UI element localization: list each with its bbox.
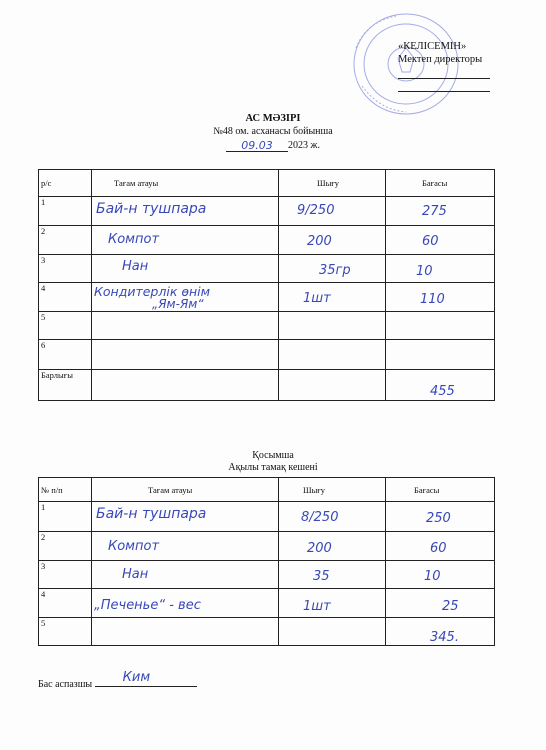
table-row [39,618,495,646]
menu-title: АС МӘЗІРІ [245,113,301,124]
row-number: 1 [39,502,92,532]
table-row [39,532,495,561]
col-header-price: Бағасы [386,478,495,502]
head-cook-signature [38,670,197,690]
row-dish: Нан [122,567,149,582]
approval-block [398,40,490,92]
row-number: 4 [39,589,92,618]
row-dish: Компот [108,232,160,247]
row-dish: Нан [122,259,149,274]
row-number: 3 [39,561,92,589]
menu-subtitle: №48 ом. асханасы бойынша [213,126,333,137]
paid-meal-table [38,477,495,646]
row-price [386,312,495,340]
total-label: Барлығы [39,370,92,401]
row-number: 3 [39,255,92,283]
table-row [39,561,495,589]
row-output: 35 [313,569,330,584]
approval-title: «КЕЛІСЕМІН» [398,41,467,52]
row-price [386,340,495,370]
col-header-output: Шығу [279,170,386,197]
section2-title: Қосымша [252,450,294,461]
row-price: 110 [420,292,445,307]
row-number: 1 [39,197,92,226]
row-output [279,618,386,646]
row-dish: Бай-н тушпара [96,506,207,522]
row-output [279,312,386,340]
cook-signature-line [95,670,197,687]
table-row [39,502,495,532]
table-row [39,226,495,255]
table-header-row [39,170,495,197]
row-price: 250 [426,511,451,526]
table-total-row [39,370,495,401]
menu-date [0,138,546,152]
menu-table [38,169,495,401]
row-price: 60 [430,541,447,556]
row-number: 2 [39,532,92,561]
row-number: 6 [39,340,92,370]
col-header-dish: Тағам атауы [92,478,279,502]
col-header-number: р/с [39,170,92,197]
row-output [279,340,386,370]
row-output: 9/250 [297,203,335,218]
row-price: 10 [416,264,433,279]
approval-position: Мектеп директоры [398,54,483,65]
row-price: 60 [422,234,439,249]
row-output: 1шт [303,599,331,614]
row-dish [92,312,279,340]
table-row [39,312,495,340]
cook-label: Бас аспазшы [38,679,93,690]
col-header-number: № п/п [39,478,92,502]
table-row [39,589,495,618]
row-dish: Бай-н тушпара [96,201,207,217]
row-output: 8/250 [301,510,339,525]
row-number: 4 [39,283,92,312]
date-handwritten: 09.03 [241,139,273,152]
row-dish: Компот [108,539,160,554]
row-price: 25 [442,599,459,614]
table-row [39,197,495,226]
total-value: 345. [430,630,459,645]
cook-signature: Ким [122,670,151,685]
row-dish: Кондитерлік өнім [94,284,211,299]
total-value: 455 [430,384,455,399]
row-price: 10 [424,569,441,584]
table-row [39,255,495,283]
date-field [226,138,288,152]
row-number: 2 [39,226,92,255]
table-row [39,340,495,370]
row-price: 275 [422,204,447,219]
row-dish [92,618,279,646]
row-output: 35гр [319,263,351,278]
table-header-row [39,478,495,502]
approval-signature-line [398,66,490,79]
col-header-dish: Тағам атауы [92,170,279,197]
row-number: 5 [39,312,92,340]
col-header-output: Шығу [279,478,386,502]
row-dish: „Печенье“ - вес [94,598,201,613]
row-output: 200 [307,234,332,249]
section2-subtitle: Ақылы тамақ кешені [228,462,318,473]
date-suffix: 2023 ж. [288,140,320,151]
row-output: 200 [307,541,332,556]
approval-name-line [398,79,490,92]
table-row [39,283,495,312]
row-output: 1шт [303,291,331,306]
col-header-price: Бағасы [386,170,495,197]
row-number: 5 [39,618,92,646]
row-dish [92,340,279,370]
row-dish-line2: „Ям-Ям“ [152,297,204,311]
